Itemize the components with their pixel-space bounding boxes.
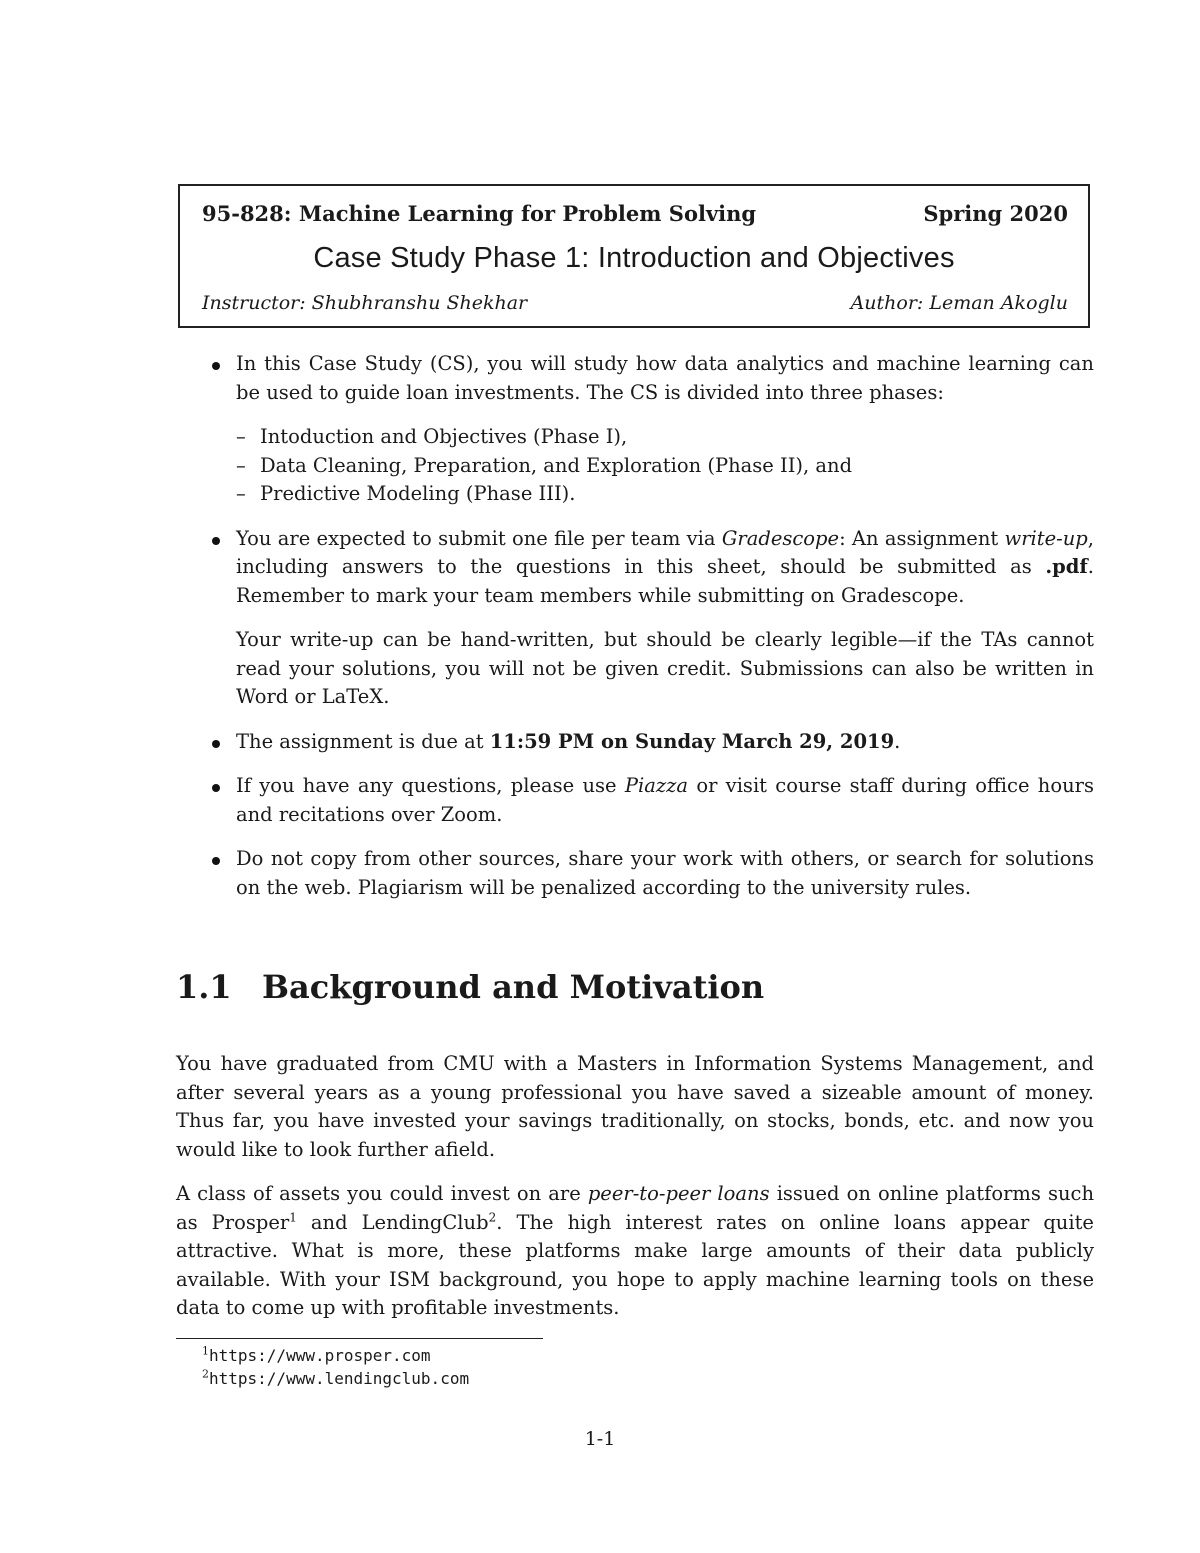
submit-text-end: . Remember to mark your team members while submitting on Gradescope. (236, 555, 1094, 607)
footnote-1 (202, 1346, 431, 1365)
bullet-questions (210, 772, 1094, 829)
writeup-term: write-up (1004, 526, 1088, 550)
footnote-ref-2[interactable]: 2 (488, 1210, 497, 1224)
p2-text-post: . The high interest rates on online loans appear quite attractive. What is more, these platforms make large amounts of their data publicly available. With your ISM background, you hope to apply machine learning tools on these data to come up with profitable investments. (176, 1210, 1094, 1319)
piazza-term: Piazza (624, 774, 689, 797)
phase-item: – Predictive Modeling (Phase III). (236, 480, 1094, 509)
paragraph-background: You have graduated from CMU with a Masters in Information Systems Management, and after several years as a young professional you have saved a sizeable amount of money. Thus far, you have invested your savings traditionally, on stocks, bonds, etc. and now you would like to look further afield. (176, 1052, 1094, 1161)
phase-item: – Intoduction and Objectives (Phase I), (236, 423, 1094, 452)
phase-item: – Data Cleaning, Preparation, and Exploration (Phase II), and (236, 452, 1094, 481)
submit-text-pre: You are expected to submit one file per team via (236, 526, 722, 550)
bullet-intro (210, 350, 1094, 509)
p2p-term: peer-to-peer loans (587, 1182, 770, 1205)
bullet-submission (210, 525, 1094, 712)
footnote-url[interactable]: https://www.prosper.com (209, 1346, 431, 1365)
submit-text-mid: : An assignment (839, 526, 1005, 550)
p2-text-mid2: and LendingClub (296, 1210, 489, 1234)
pdf-extension: .pdf (1045, 555, 1088, 578)
footnote-url[interactable]: https://www.lendingclub.com (209, 1369, 470, 1388)
footnote-mark: 2 (202, 1367, 209, 1381)
due-text-pre: The assignment is due at (236, 729, 490, 753)
footnote-divider (176, 1338, 543, 1339)
instructor: Instructor: Shubhranshu Shekhar (202, 292, 528, 314)
instructions-list (210, 350, 1094, 918)
course-name: 95-828: Machine Learning for Problem Solving (202, 201, 757, 226)
bullet-plagiarism (210, 845, 1094, 902)
header-top-row (202, 201, 1068, 226)
author: Author: Leman Akoglu (850, 292, 1068, 314)
legibility-text: Your write-up can be hand-written, but should be clearly legible—if the TAs cannot read your solutions, you will not be given credit. Submissions can also be written in Word or LaTeX. (236, 628, 1094, 708)
questions-text (236, 772, 1094, 829)
page-number: 1-1 (584, 1428, 616, 1450)
footnote-ref-1[interactable]: 1 (289, 1210, 297, 1224)
section-heading (176, 968, 764, 1006)
document-title: Case Study Phase 1: Introduction and Objectives (313, 242, 955, 274)
submission-text (236, 525, 1094, 611)
due-datetime: 11:59 PM on Sunday March 29, 2019 (489, 729, 895, 753)
due-text-post: . (894, 729, 901, 753)
header-box (178, 184, 1090, 328)
p2-text-mid1: issued on online platforms such as Prosper (176, 1182, 1095, 1234)
phase-list (236, 423, 1094, 509)
intro-text: In this Case Study (CS), you will study how data analytics and machine learning can be used to guide loan investments. The CS is divided into three phases: (236, 352, 1094, 404)
due-text (236, 728, 1094, 757)
submit-text-post: , including answers to the questions in this sheet, should be submitted as (236, 526, 1094, 578)
questions-text-pre: If you have any questions, please use (236, 774, 625, 797)
plagiarism-text: Do not copy from other sources, share your work with others, or search for solutions on the web. Plagiarism will be penalized according to the university rules. (236, 847, 1094, 899)
gradescope-term: Gradescope (721, 526, 840, 550)
footnote-mark: 1 (202, 1344, 209, 1358)
section-title: Background and Motivation (262, 968, 765, 1006)
header-bottom-row (202, 292, 1068, 314)
p2-text-pre: A class of assets you could invest on are (176, 1182, 588, 1205)
section-number: 1.1 (176, 968, 232, 1006)
term: Spring 2020 (923, 201, 1068, 226)
paragraph-p2p-loans (176, 1180, 1094, 1323)
footnote-2 (202, 1369, 469, 1388)
questions-text-post: or visit course staff during office hours and recitations over Zoom. (236, 774, 1094, 826)
bullet-due-date (210, 728, 1094, 757)
